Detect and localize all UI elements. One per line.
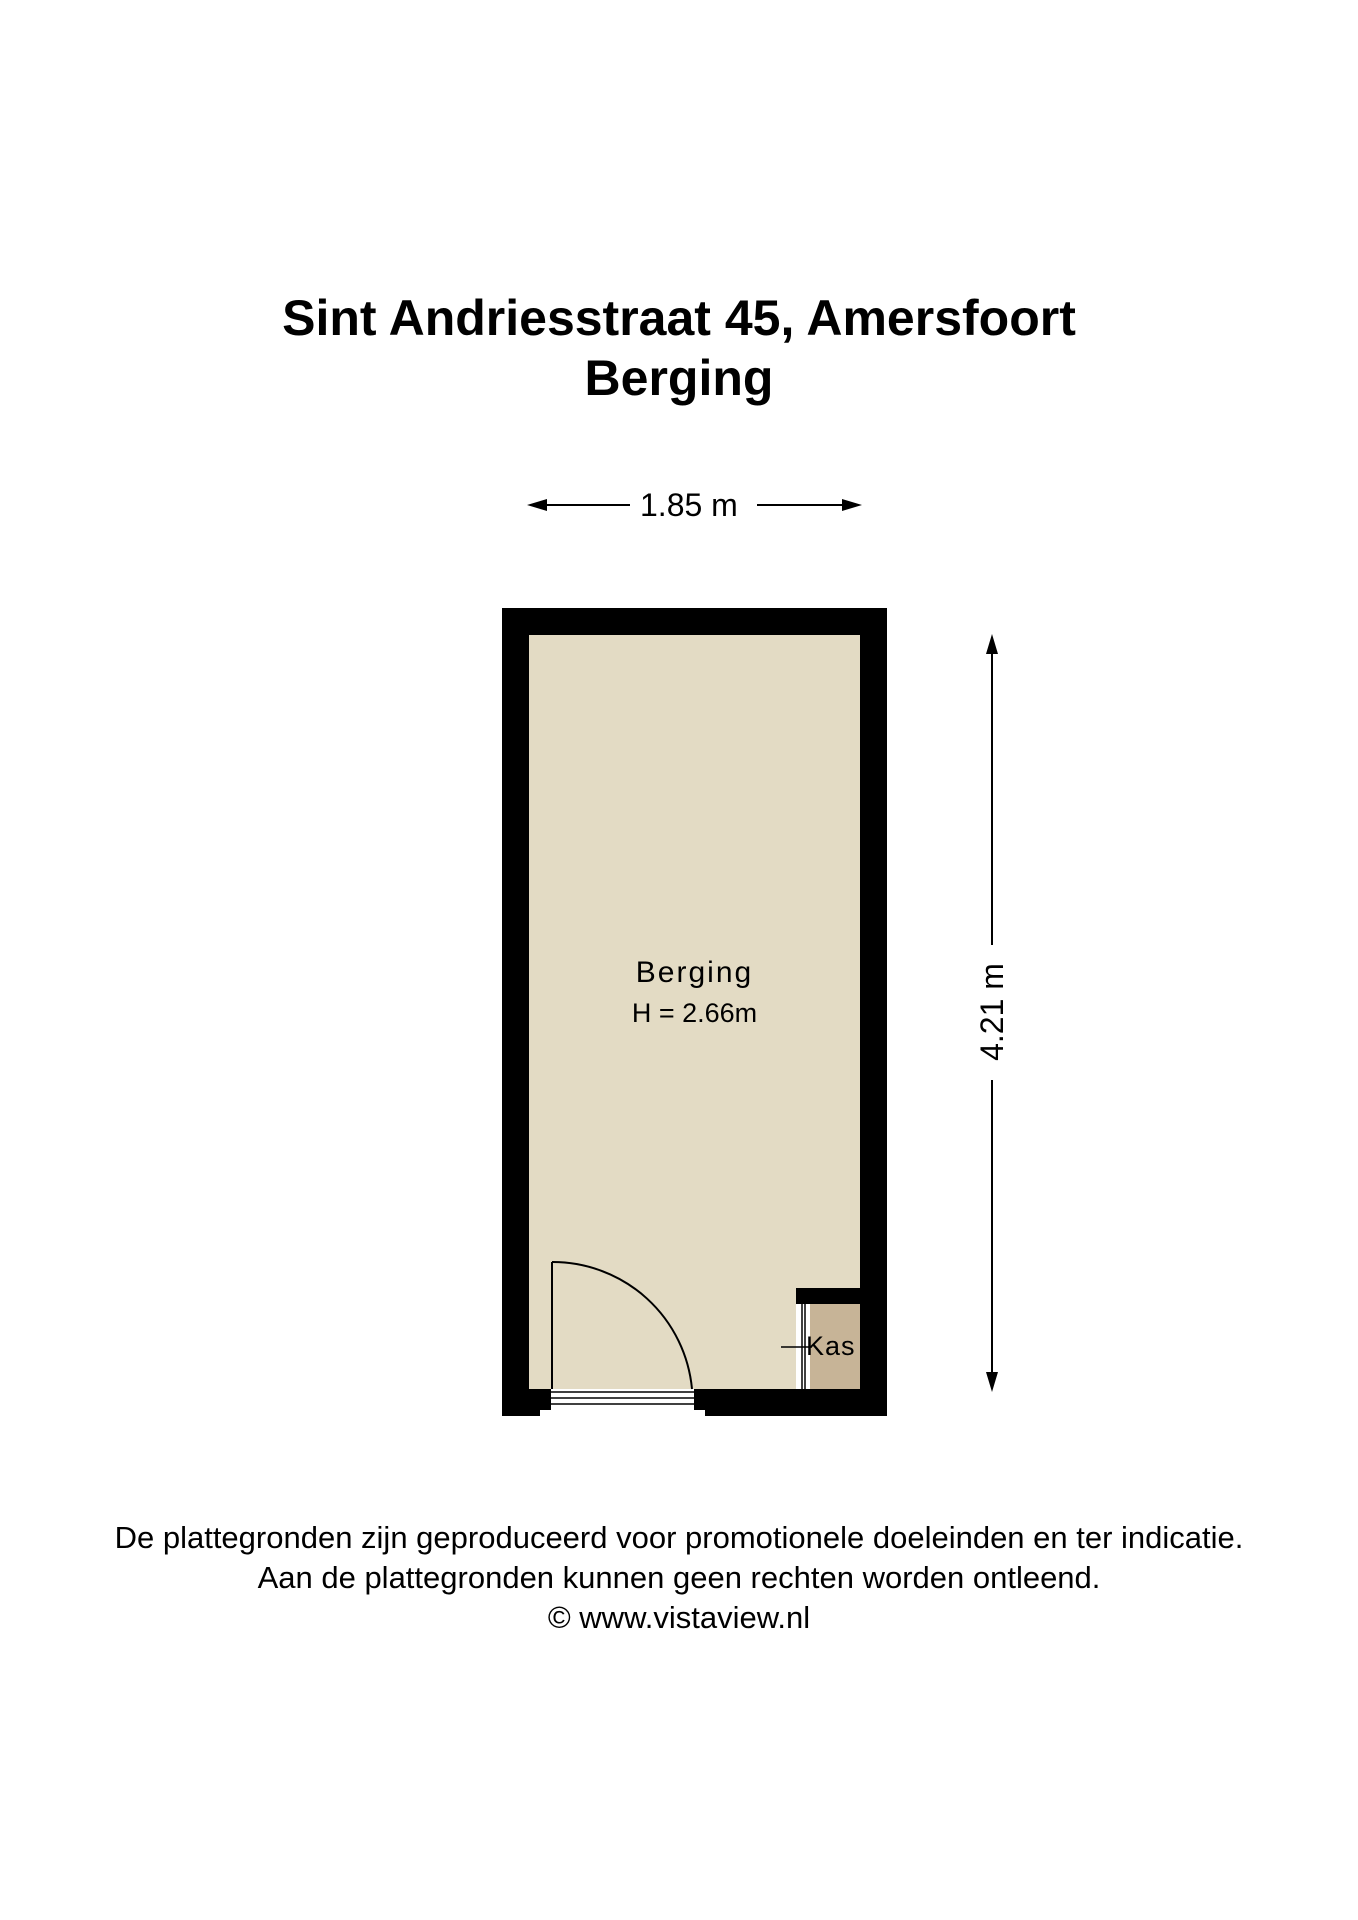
copyright-line: © www.vistaview.nl [547,1600,811,1635]
room-name-label: Berging [635,956,754,989]
width-dimension-label: 1.85 m [636,487,742,523]
closet-label: Kas [806,1331,856,1361]
depth-dimension-label: 4.21 m [974,957,1010,1067]
room-height-label: H = 2.66m [631,998,758,1028]
disclaimer-line-2: Aan de plattegronden kunnen geen rechten worden ontleend. [257,1560,1101,1595]
disclaimer-line-1: De plattegronden zijn geproduceerd voor promotionele doeleinden en ter indicatie. [114,1520,1244,1555]
plan-address-title: Sint Andriesstraat 45, Amersfoort [282,290,1076,346]
plan-floor-title: Berging [584,350,774,406]
